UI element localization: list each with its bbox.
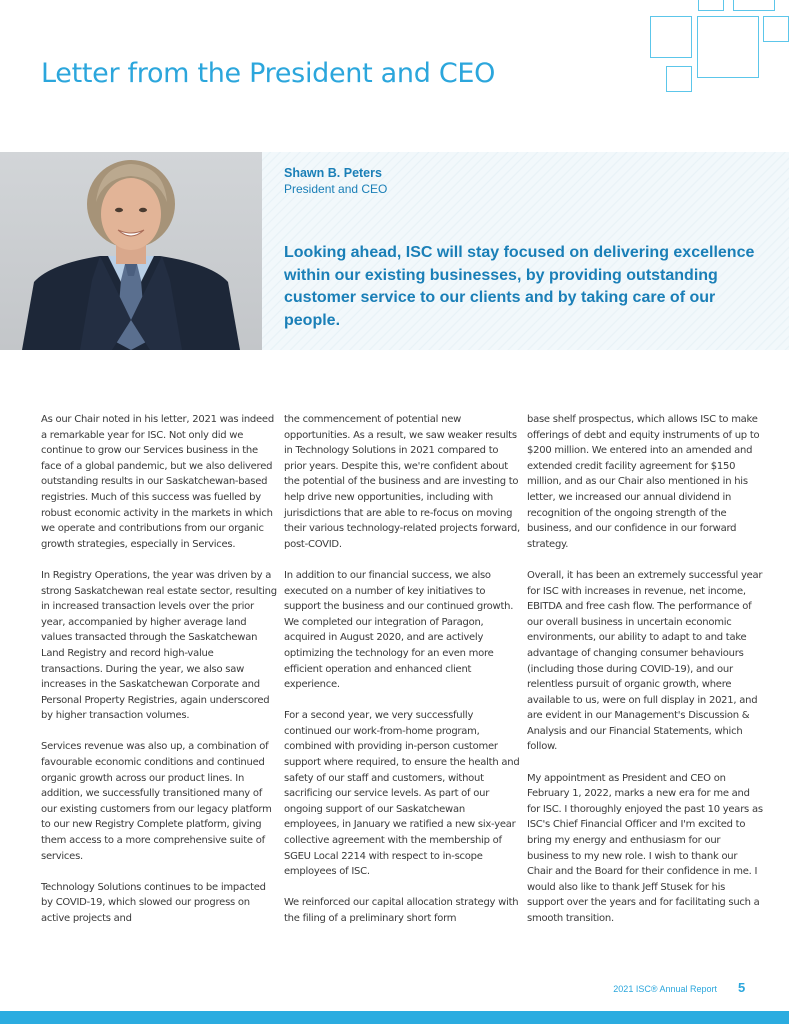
- body-paragraph: For a second year, we very successfully continued our work-from-home program, combined with providing in-person customer support where required, to ensure the health and safety of our staff and customers, without sacrificing our service levels. As part of our ongoing support of our Saskatchewan employees, in January we ratified a new six-year collective agreement with the membership of SGEU Local 2214 with respect to in-scope employees of ISC.: [284, 710, 520, 878]
- body-paragraph: Overall, it has been an extremely successful year for ISC with increases in revenue, net income, EBITDA and free cash flow. The performance of our overall business in uncertain economic environments, our ability to adapt to and take advantage of changing consumer behaviours (including those during COVID-19), and our relentless pursuit of organic growth, where available to us, were on full display in 2021, and are evident in our Management's Discussion & Analysis and our Financial Statements, which follow.: [527, 569, 763, 753]
- executive-portrait: [0, 152, 262, 350]
- body-column-1: [41, 412, 277, 942]
- body-paragraph: the commencement of potential new opportunities. As a result, we saw weaker results in Technology Solutions in 2021 compared to prior years. Despite this, we're confident about the potential of the business and are investing to help drive new opportunities, including with jurisdictions that are able to re-focus on moving their various technology-related projects forward, post-COVID.: [284, 414, 520, 550]
- body-paragraph: In Registry Operations, the year was driven by a strong Saskatchewan real estate sector, resulting in increased transaction levels over the prior year, accompanied by higher average land values transacted through the Saskatchewan Land Registry and record high-value transactions. During the year, we also saw increases in the Saskatchewan Corporate and Personal Property Registries, again underscored by higher transaction volumes.: [41, 569, 277, 722]
- body-paragraph: base shelf prospectus, which allows ISC to make offerings of debt and equity instruments of up to $200 million. We entered into an amended and extended credit facility agreement for $150 million, and as our Chair also mentioned in his letter, we increased our annual dividend in recognition of the ongoing strength of the business, and our confidence in our forward strategy.: [527, 414, 760, 550]
- bottom-accent-bar: [0, 1011, 789, 1024]
- quote-panel: [262, 152, 789, 350]
- footer-report-label: 2021 ISC® Annual Report: [613, 984, 717, 994]
- body-column-3: [527, 412, 763, 942]
- body-paragraph: As our Chair noted in his letter, 2021 was indeed a remarkable year for ISC. Not only did we continue to grow our Services business in the face of a global pandemic, but we also delivered outstanding results in our Saskatchewan-based registries. Much of this success was fuelled by robust economic activity in the markets in which we operate and contributions from our organic growth strategies, especially in Services.: [41, 414, 274, 550]
- decorative-square-icon: [763, 16, 789, 42]
- body-paragraph: In addition to our financial success, we also executed on a number of key initiatives to support the business and our continued growth. We completed our integration of Paragon, acquired in August 2020, and are actively optimizing the technology for an even more efficient operation and enhanced client experience.: [284, 569, 514, 691]
- executive-role: President and CEO: [284, 182, 388, 196]
- decorative-square-icon: [697, 16, 759, 78]
- decorative-square-icon: [733, 0, 775, 11]
- page-title: Letter from the President and CEO: [41, 58, 496, 89]
- page-number: 5: [738, 980, 746, 995]
- decorative-square-icon: [666, 66, 692, 92]
- pull-quote: Looking ahead, ISC will stay focused on delivering excellence within our existing businesses, by providing outstanding customer service to our clients and by taking care of our people.: [284, 244, 755, 329]
- body-paragraph: My appointment as President and CEO on February 1, 2022, marks a new era for me and for ISC. I thoroughly enjoyed the past 10 years as ISC's Chief Financial Officer and I'm excited to bring my energy and enthusiasm for our business to my new role. I wish to thank our Chair and the Board for their confidence in me. I would also like to thank Jeff Stusek for his support over the years and for facilitating such a smooth transition.: [527, 772, 763, 924]
- hero-banner: [0, 152, 789, 350]
- decorative-square-icon: [650, 16, 692, 58]
- body-paragraph: Technology Solutions continues to be impacted by COVID-19, which slowed our progress on active projects and: [41, 881, 266, 924]
- decorative-square-icon: [698, 0, 724, 11]
- body-paragraph: Services revenue was also up, a combination of favourable economic conditions and continued organic growth across our product lines. In addition, we successfully transitioned many of our existing customers from our legacy platform to our new Registry Complete platform, giving them access to a more comprehensive suite of services.: [41, 741, 272, 862]
- body-column-2: [284, 412, 520, 942]
- body-paragraph: We reinforced our capital allocation strategy with the filing of a preliminary short form: [284, 897, 519, 924]
- executive-name: Shawn B. Peters: [284, 166, 382, 180]
